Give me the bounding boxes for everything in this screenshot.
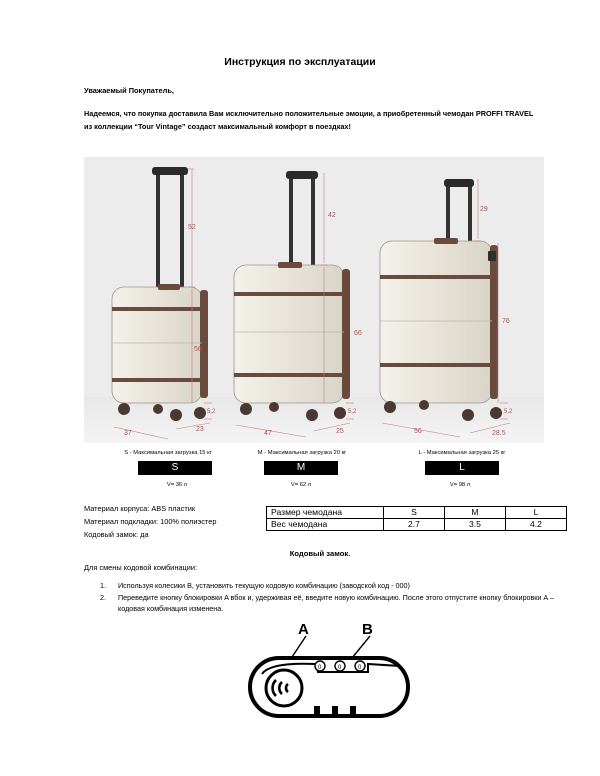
side-trim <box>490 245 498 399</box>
intro-line1: Надеемся, что покупка доставила Вам исключительно положительные эмоции, а приобретенный чемодан <box>84 109 476 118</box>
strap-top <box>234 292 348 296</box>
list-item <box>100 592 558 615</box>
dim-wheels-medium: 5,2 <box>348 409 357 415</box>
wheel <box>490 407 502 419</box>
notch <box>314 706 320 714</box>
greeting: Уважаемый Покупатель, <box>84 86 174 95</box>
dim-handle-small: 52 <box>188 224 196 231</box>
dim-height-large: 76 <box>502 318 510 325</box>
step-text: Переведите кнопку блокировки A вбок и, удерживая её, введите новую комбинацию. После этого отпустите кнопку блокировки A – кодовая комбинация изменена. <box>118 592 554 613</box>
volume-l: V= 98 л <box>449 482 471 488</box>
volume-m: V= 62 л <box>290 482 312 488</box>
size-label-s: S <box>138 461 212 475</box>
spec-body-material: Материал корпуса: ABS пластик <box>84 504 196 513</box>
intro-text <box>84 107 554 133</box>
model-caption-m: M - Максимальная загрузка 20 кг <box>257 450 347 456</box>
intro-brand: PROFFI TRAVEL <box>475 109 534 118</box>
strap-bottom <box>234 373 348 377</box>
top-handle <box>158 284 180 290</box>
suitcase-medium <box>234 171 362 437</box>
wheel <box>306 409 318 421</box>
dim-depth-medium: 25 <box>336 428 344 435</box>
top-handle <box>434 238 458 244</box>
step-number: 2. <box>100 592 106 602</box>
handle-bar-left <box>446 185 450 243</box>
list-item <box>100 580 558 592</box>
header-size-m: M <box>445 507 506 519</box>
wheel <box>269 402 279 412</box>
dim-handle-large: 29 <box>480 206 488 213</box>
wheel <box>194 407 206 419</box>
wheel <box>462 409 474 421</box>
dim-wheels-large: 5,2 <box>504 409 513 415</box>
code-wheel-digit: 0 <box>358 665 362 671</box>
header-label: Размер чемодана <box>267 507 384 519</box>
header-size-s: S <box>384 507 445 519</box>
top-handle <box>278 262 302 268</box>
wheel <box>170 409 182 421</box>
spec-lock: Кодовый замок: да <box>84 530 149 539</box>
weight-m: 3.5 <box>445 519 506 531</box>
handle-grip <box>152 167 188 175</box>
dim-height-small: 56 <box>194 346 202 353</box>
dim-depth-large: 28.5 <box>492 430 506 437</box>
code-wheel-digit: 0 <box>318 665 322 671</box>
spec-lining-material: Материал подкладки: 100% полиэстер <box>84 517 217 526</box>
wheel <box>334 407 346 419</box>
shell <box>234 265 344 403</box>
step-text: Используя колесики B, установить текущую кодовую комбинацию (заводской код - 000) <box>118 581 410 590</box>
shell <box>112 287 202 403</box>
size-label-m: M <box>264 461 338 475</box>
wheel <box>384 401 396 413</box>
suitcases-illustration <box>84 157 544 443</box>
table-row <box>267 519 567 531</box>
row-label: Вес чемодана <box>267 519 384 531</box>
strap-bottom <box>380 363 496 367</box>
header-size-l: L <box>506 507 567 519</box>
handle-bar-left <box>289 177 293 269</box>
pointer-b <box>352 636 370 658</box>
notch <box>332 706 338 714</box>
code-wheels-b <box>315 661 365 671</box>
lock-diagram <box>240 614 420 724</box>
shell <box>380 241 492 403</box>
handle-bar-right <box>180 173 184 291</box>
strap-top <box>380 275 496 279</box>
dim-wheels-small: 5,2 <box>207 409 216 415</box>
dim-depth-small: 23 <box>196 426 204 433</box>
weight-table <box>266 506 567 531</box>
handle-bar-left <box>156 173 160 291</box>
side-trim <box>342 269 350 399</box>
weight-l: 4.2 <box>506 519 567 531</box>
lock-section-lead: Для смены кодовой комбинации: <box>84 563 198 572</box>
weight-s: 2.7 <box>384 519 445 531</box>
handle-grip <box>444 179 474 187</box>
table-row <box>267 507 567 519</box>
wheel <box>240 403 252 415</box>
page-title: Инструкция по эксплуатации <box>224 56 376 68</box>
dim-handle-medium: 42 <box>328 212 336 219</box>
handle-grip <box>286 171 318 179</box>
lock-steps-list <box>100 580 558 615</box>
handle-bar-right <box>468 185 472 243</box>
wheel <box>153 404 163 414</box>
size-label-l: L <box>425 461 499 475</box>
volume-s: V= 36 л <box>166 482 188 488</box>
code-wheel-digit: 0 <box>338 665 342 671</box>
lock-section-title: Кодовый замок. <box>289 549 351 558</box>
step-number: 1. <box>100 581 106 590</box>
product-photo <box>84 157 544 443</box>
dim-width-medium: 47 <box>264 430 272 437</box>
handle-bar-right <box>311 177 315 269</box>
label-a: A <box>298 621 309 638</box>
dim-height-medium: 66 <box>354 330 362 337</box>
dim-width-small: 37 <box>124 430 132 437</box>
label-b: B <box>362 621 373 638</box>
wheel <box>118 403 130 415</box>
model-caption-l: L - Максимальная загрузка 25 кг <box>418 450 506 456</box>
dim-width-large: 56 <box>414 428 422 435</box>
combination-lock <box>488 251 496 261</box>
intro-line2: из коллекции “Tour Vintage” создаст максимальный комфорт в поездках! <box>84 122 351 131</box>
model-caption-s: S - Максимальная загрузка 15 кг <box>124 450 212 456</box>
notch <box>350 706 356 714</box>
suitcase-large <box>380 179 513 437</box>
wheel <box>419 400 429 410</box>
